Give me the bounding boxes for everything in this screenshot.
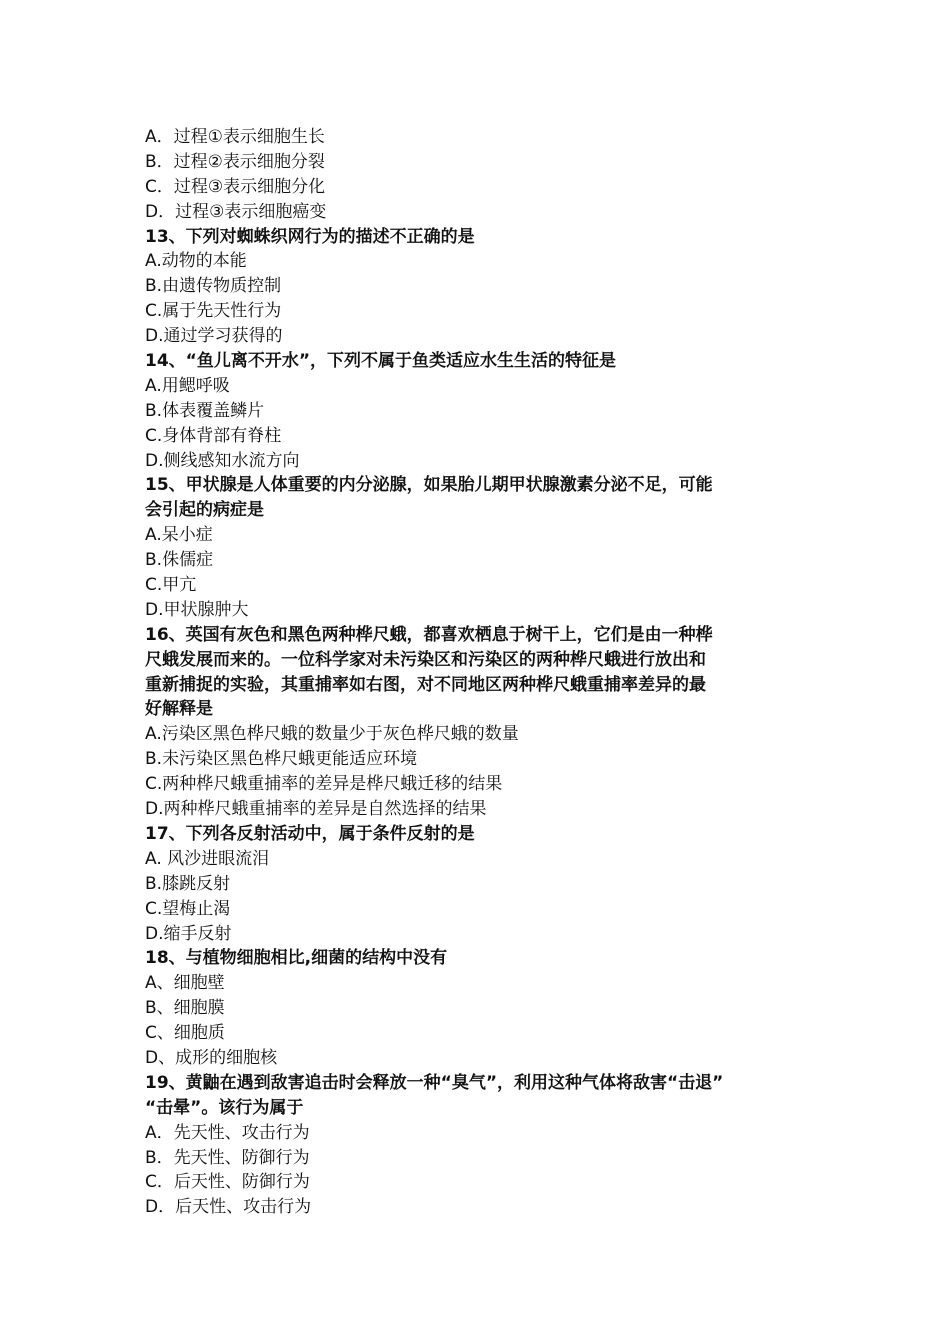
answer-option-line: C．过程③表示细胞分化 (145, 176, 326, 197)
answer-option-line: D、成形的细胞核 (145, 1047, 278, 1068)
question-text-line: 重新捕捉的实验，其重捕率如右图，对不同地区两种桦尺蛾重捕率差异的最 (145, 674, 706, 695)
answer-option-line: A.用鳃呼吸 (145, 375, 230, 396)
answer-option-line: C.甲亢 (145, 575, 197, 596)
answer-option-line: D.通过学习获得的 (145, 326, 283, 347)
answer-option-line: A．先天性、攻击行为 (145, 1122, 310, 1143)
answer-option-line: D.缩手反射 (145, 923, 232, 944)
answer-option-line: B.未污染区黑色桦尺蛾更能适应环境 (145, 749, 418, 770)
question-text-line: 19、黄鼬在遇到敌害追击时会释放一种“臭气”，利用这种气体将敌害“击退” (145, 1072, 724, 1093)
answer-option-line: A.动物的本能 (145, 251, 247, 272)
answer-option-line: C、细胞质 (145, 1023, 225, 1044)
answer-option-line: A.污染区黑色桦尺蛾的数量少于灰色桦尺蛾的数量 (145, 724, 519, 745)
answer-option-line: D．后天性、攻击行为 (145, 1197, 312, 1218)
answer-option-line: A．过程①表示细胞生长 (145, 127, 325, 147)
answer-option-line: B.膝跳反射 (145, 873, 231, 894)
question-text-line: 会引起的病症是 (145, 500, 264, 521)
question-text-line: 15、甲状腺是人体重要的内分泌腺，如果胎儿期甲状腺激素分泌不足，可能 (145, 475, 713, 496)
answer-option-line: C.两种桦尺蛾重捕率的差异是桦尺蛾迁移的结果 (145, 774, 503, 795)
answer-option-line: B．先天性、防御行为 (145, 1147, 310, 1168)
answer-option-line: A.呆小症 (145, 525, 213, 546)
document-page (145, 125, 825, 1220)
question-text-line: 好解释是 (145, 699, 213, 720)
question-text-line: 13、下列对蜘蛛织网行为的描述不正确的是 (145, 226, 475, 247)
answer-option-line: C.属于先天性行为 (145, 301, 282, 322)
answer-option-line: D.甲状腺肿大 (145, 599, 249, 620)
answer-option-line: A. 风沙进眼流泪 (145, 848, 270, 869)
answer-option-line: B.体表覆盖鳞片 (145, 400, 265, 421)
answer-option-line: C．后天性、防御行为 (145, 1172, 310, 1193)
answer-option-line: B.由遗传物质控制 (145, 276, 282, 297)
answer-option-line: D.两种桦尺蛾重捕率的差异是自然选择的结果 (145, 799, 487, 820)
question-text-line: 16、英国有灰色和黑色两种桦尺蛾，都喜欢栖息于树干上，它们是由一种桦 (145, 624, 713, 645)
answer-option-line: B、细胞膜 (145, 998, 225, 1019)
question-text-line: 18、与植物细胞相比,细菌的结构中没有 (145, 948, 448, 969)
answer-option-line: C.身体背部有脊柱 (145, 425, 282, 446)
question-text-line: 17、下列各反射活动中，属于条件反射的是 (145, 823, 475, 844)
answer-option-line: D．过程③表示细胞癌变 (145, 201, 327, 222)
answer-option-line: B.侏儒症 (145, 550, 214, 571)
answer-option-line: B．过程②表示细胞分裂 (145, 151, 325, 172)
answer-option-line: A、细胞壁 (145, 973, 225, 994)
answer-option-line: C.望梅止渴 (145, 898, 231, 919)
answer-option-line: D.侧线感知水流方向 (145, 450, 300, 471)
question-text-line: 尺蛾发展而来的。一位科学家对未污染区和污染区的两种桦尺蛾进行放出和 (145, 649, 706, 670)
question-text-line: 14、“鱼儿离不开水”，下列不属于鱼类适应水生生活的特征是 (145, 351, 617, 372)
question-text-line: “击晕”。该行为属于 (145, 1097, 304, 1118)
